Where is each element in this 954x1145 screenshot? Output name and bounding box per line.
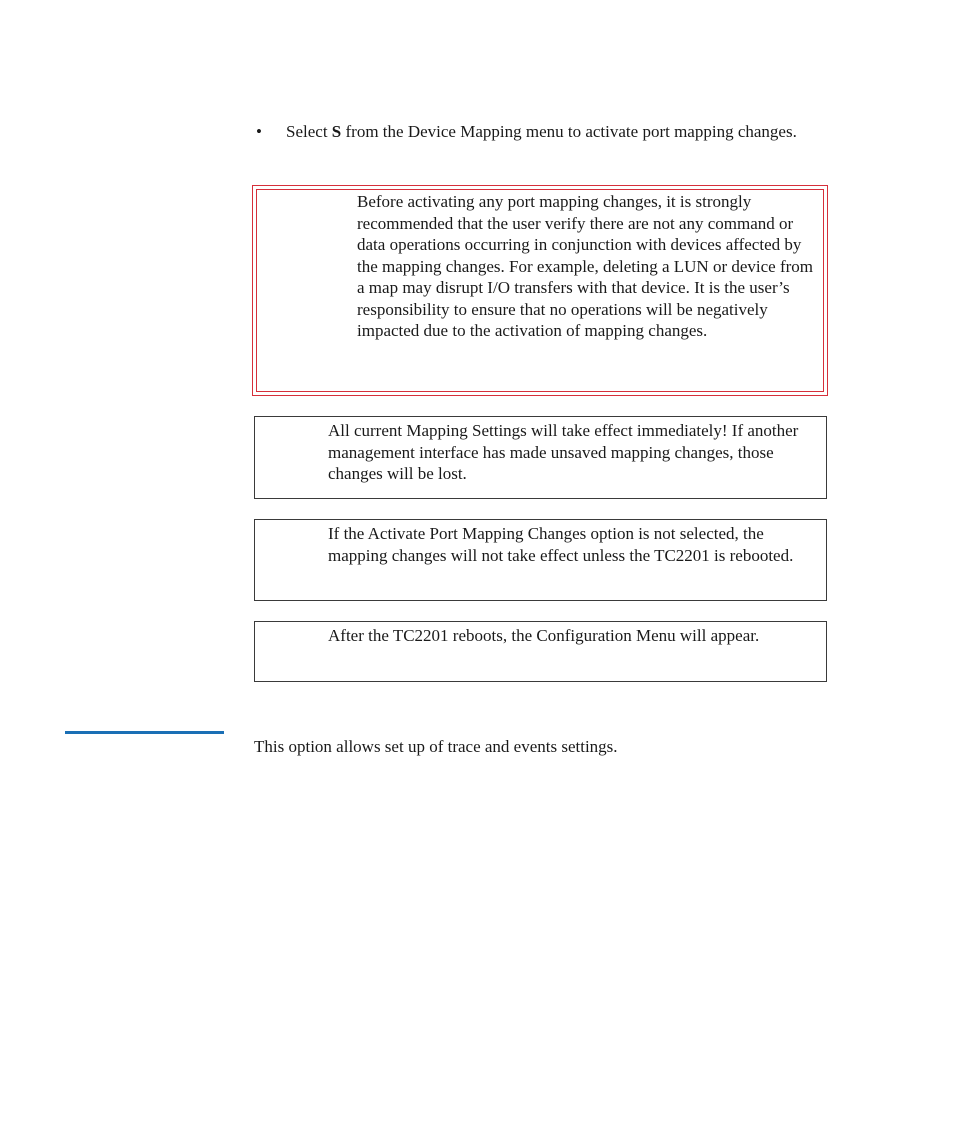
bullet-suffix: from the Device Mapping menu to activate port mapping changes.: [341, 122, 797, 141]
bullet-text: [286, 121, 816, 143]
note-text: If the Activate Port Mapping Changes option is not selected, the mapping changes will not take effect unless the TC2201 is rebooted.: [328, 524, 794, 565]
note-text: All current Mapping Settings will take effect immediately! If another management interface has made unsaved mapping changes, those changes will be lost.: [328, 421, 799, 483]
bullet-item: [256, 121, 816, 143]
bullet-marker: •: [256, 122, 262, 141]
note-text: After the TC2201 reboots, the Configuration Menu will appear.: [328, 626, 760, 645]
bullet-bold-key: S: [331, 122, 342, 141]
note-box-reboot-required: [254, 519, 827, 601]
section-intro-text: This option allows set up of trace and events settings.: [254, 737, 618, 756]
caution-text: Before activating any port mapping changes, it is strongly recommended that the user verify there are not any command or data operations occurring in conjunction with devices affected by the mapping changes. For example, deleting a LUN or device from a map may disrupt I/O transfers with that device. It is the user’s responsibility to ensure that no operations will be negatively impacted due to the activation of mapping changes.: [357, 192, 814, 340]
note-box-immediate-effect: [254, 416, 827, 499]
section-divider-rule: [65, 731, 224, 734]
bullet-prefix: Select: [286, 122, 332, 141]
note-box-after-reboot: [254, 621, 827, 682]
caution-box: [252, 185, 828, 396]
